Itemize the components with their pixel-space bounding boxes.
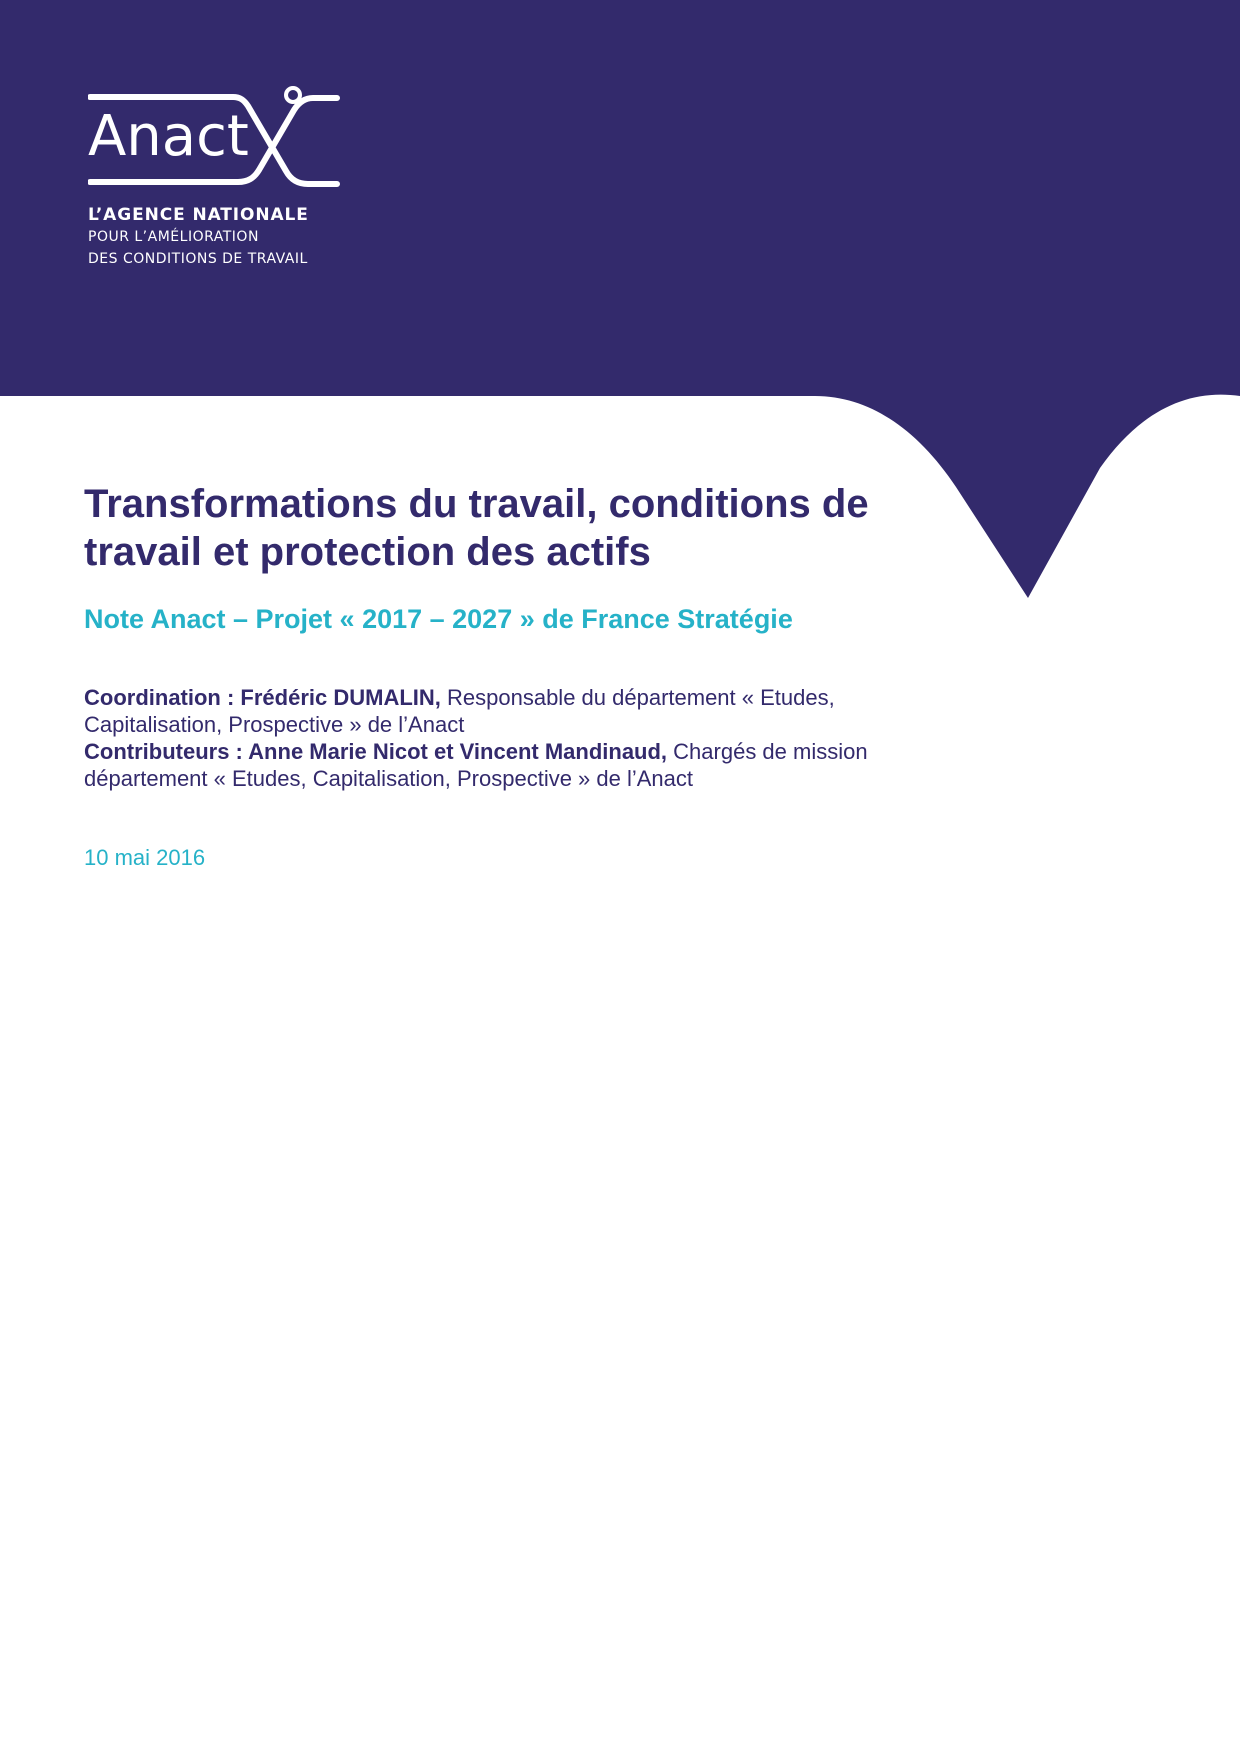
coordination-credit [84,684,924,738]
logo-wordmark-text: Anact [88,104,249,169]
contributors-text: Chargés de mission département « Etudes, Capitalisation, Prospective » de l’Anact [84,739,868,791]
contributors-credit [84,738,924,792]
agency-name-line-2: POUR L’AMÉLIORATION [88,229,259,245]
agency-name-line-3: DES CONDITIONS DE TRAVAIL [88,251,308,267]
contributors-label: Contributeurs : Anne Marie Nicot et Vincent Mandinaud, [84,739,668,764]
anact-logo [88,86,348,270]
agency-name-line-1: L’AGENCE NATIONALE [88,205,309,225]
document-date: 10 mai 2016 [84,845,206,870]
coordination-label: Coordination : Frédéric DUMALIN, [84,685,441,710]
document-title [84,480,924,576]
document-credits [84,684,924,792]
logo-circle [286,88,300,102]
title-line-2: travail et protection des actifs [84,530,651,574]
coordination-text: Responsable du département « Etudes, Capitalisation, Prospective » de l’Anact [84,685,835,737]
document-subtitle: Note Anact – Projet « 2017 – 2027 » de France Stratégie [84,604,793,634]
anact-wordmark-logo [88,86,342,190]
document-cover-content [84,480,924,871]
title-line-1: Transformations du travail, conditions de [84,482,869,526]
